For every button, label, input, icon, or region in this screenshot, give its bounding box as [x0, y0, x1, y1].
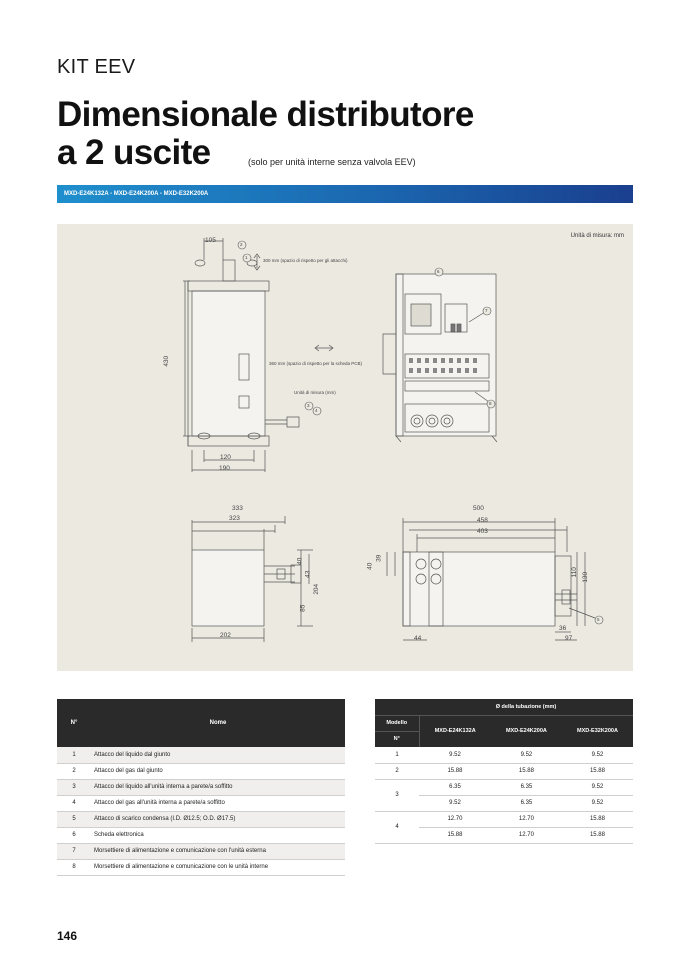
callout-6-label: 6: [437, 269, 440, 274]
drawing-lines: [57, 224, 633, 671]
cell-value: 9.52: [419, 795, 491, 811]
dim-130: 130: [582, 571, 590, 583]
cell-num: 3: [375, 779, 419, 811]
dim-500: 500: [473, 505, 484, 512]
cell-value: 9.52: [491, 747, 562, 763]
dim-323: 323: [229, 515, 240, 522]
cell-num: 7: [57, 843, 91, 859]
unit-note: Unità di misura: mm: [570, 233, 624, 239]
cell-name: Attacco di scarico condensa (I.D. Ø12.5; O.D. Ø17.5): [91, 811, 345, 827]
dim-204: 204: [313, 583, 321, 595]
callout-4-label: 4: [315, 408, 318, 413]
cell-name: Attacco del gas dal giunto: [91, 763, 345, 779]
dim-110: 110: [570, 567, 578, 578]
pipe-header-blank: [375, 699, 419, 715]
cell-value: 9.52: [562, 779, 633, 795]
cell-num: 3: [57, 779, 91, 795]
cell-value: 9.52: [419, 747, 491, 763]
parts-header-name: Nome: [91, 699, 345, 747]
parts-header-num: N°: [57, 699, 91, 747]
cell-name: Scheda elettronica: [91, 827, 345, 843]
cell-value: 15.88: [562, 763, 633, 779]
callout-8-label: 8: [489, 401, 492, 406]
cell-value: 15.88: [562, 811, 633, 827]
table-row: [57, 795, 345, 811]
cell-name: Morsettiere di alimentazione e comunicazione con le unità interne: [91, 859, 345, 875]
cell-value: 15.88: [491, 763, 562, 779]
technical-drawing: [57, 224, 633, 671]
cell-num: 6: [57, 827, 91, 843]
page-number: 146: [57, 929, 78, 943]
table-row: [57, 843, 345, 859]
table-row: [375, 811, 633, 827]
pipe-model-1: MXD-E24K132A: [419, 715, 491, 747]
pipe-group-header: Ø della tubazione (mm): [419, 699, 633, 715]
subtitle: (solo per unità interne senza valvola EEV): [248, 157, 416, 167]
dim-458: 458: [477, 517, 488, 524]
cell-value: 12.70: [491, 827, 562, 843]
cell-value: 9.52: [562, 795, 633, 811]
title-line-1: Dimensionale distributore: [57, 95, 474, 134]
cell-num: 4: [375, 811, 419, 843]
cell-name: Attacco del liquido dal giunto: [91, 747, 345, 763]
dim-39: 39: [375, 554, 383, 562]
callout-5-label: 5: [597, 617, 600, 622]
cell-value: 6.35: [491, 779, 562, 795]
cell-value: 15.88: [419, 827, 491, 843]
callout-3-label: 3: [307, 403, 310, 408]
callout-7-label: 7: [485, 308, 488, 313]
cell-num: 8: [57, 859, 91, 875]
cell-value: 9.52: [562, 747, 633, 763]
parts-table: [57, 699, 345, 876]
cell-value: 15.88: [419, 763, 491, 779]
cell-num: 2: [57, 763, 91, 779]
models-bar: MXD-E24K132A - MXD-E24K200A - MXD-E32K200A: [57, 185, 633, 203]
dim-44: 44: [414, 635, 422, 642]
cell-num: 4: [57, 795, 91, 811]
dim-190: 190: [219, 465, 230, 472]
cell-value: 12.70: [419, 811, 491, 827]
cell-name: Morsettiere di alimentazione e comunicazione con l'unità esterna: [91, 843, 345, 859]
note-pcb-clearance: 360 mm (spazio di rispetto per la scheda PCB): [269, 361, 363, 366]
table-row: [57, 811, 345, 827]
dim-333: 333: [232, 505, 243, 512]
pipe-model-2: MXD-E24K200A: [491, 715, 562, 747]
cell-value: 6.35: [491, 795, 562, 811]
dim-202: 202: [220, 632, 231, 639]
note-unit: Unità di misura (mm): [294, 390, 336, 395]
table-row: [375, 747, 633, 763]
dim-120: 120: [220, 454, 231, 461]
cell-name: Attacco del gas all'unità interna a parete/a soffitto: [91, 795, 345, 811]
table-row: [57, 747, 345, 763]
dim-85: 85: [299, 604, 307, 612]
dim-40: 40: [296, 557, 304, 565]
table-row: [375, 779, 633, 795]
dim-40-right: 40: [366, 562, 374, 570]
cell-value: 6.35: [419, 779, 491, 795]
dim-36: 36: [559, 625, 567, 632]
table-row: [57, 779, 345, 795]
pipe-model-label: Modello: [375, 715, 419, 731]
section-label: KIT EEV: [57, 56, 136, 78]
callout-1-label: 1: [245, 255, 248, 260]
pipe-diameter-table: [375, 699, 633, 844]
table-row: [57, 763, 345, 779]
cell-num: 1: [375, 747, 419, 763]
cell-value: 12.70: [491, 811, 562, 827]
callout-2-label: 2: [240, 242, 243, 247]
note-top-clearance: 300 mm (spazio di rispetto per gli attacchi): [263, 258, 348, 263]
cell-num: 1: [57, 747, 91, 763]
title-line-2: a 2 uscite: [57, 133, 211, 172]
dim-105: 105: [205, 237, 216, 244]
table-row: [57, 827, 345, 843]
cell-value: 15.88: [562, 827, 633, 843]
cell-num: 2: [375, 763, 419, 779]
pipe-model-3: MXD-E32K200A: [562, 715, 633, 747]
cell-num: 5: [57, 811, 91, 827]
dim-97: 97: [565, 635, 573, 642]
dim-403: 403: [477, 528, 488, 535]
table-row: [375, 763, 633, 779]
dim-43: 43: [304, 570, 312, 578]
pipe-num-label: N°: [375, 731, 419, 747]
cell-name: Attacco del liquido all'unità interna a parete/a soffitto: [91, 779, 345, 795]
dim-430: 430: [163, 355, 171, 367]
table-row: [57, 859, 345, 875]
